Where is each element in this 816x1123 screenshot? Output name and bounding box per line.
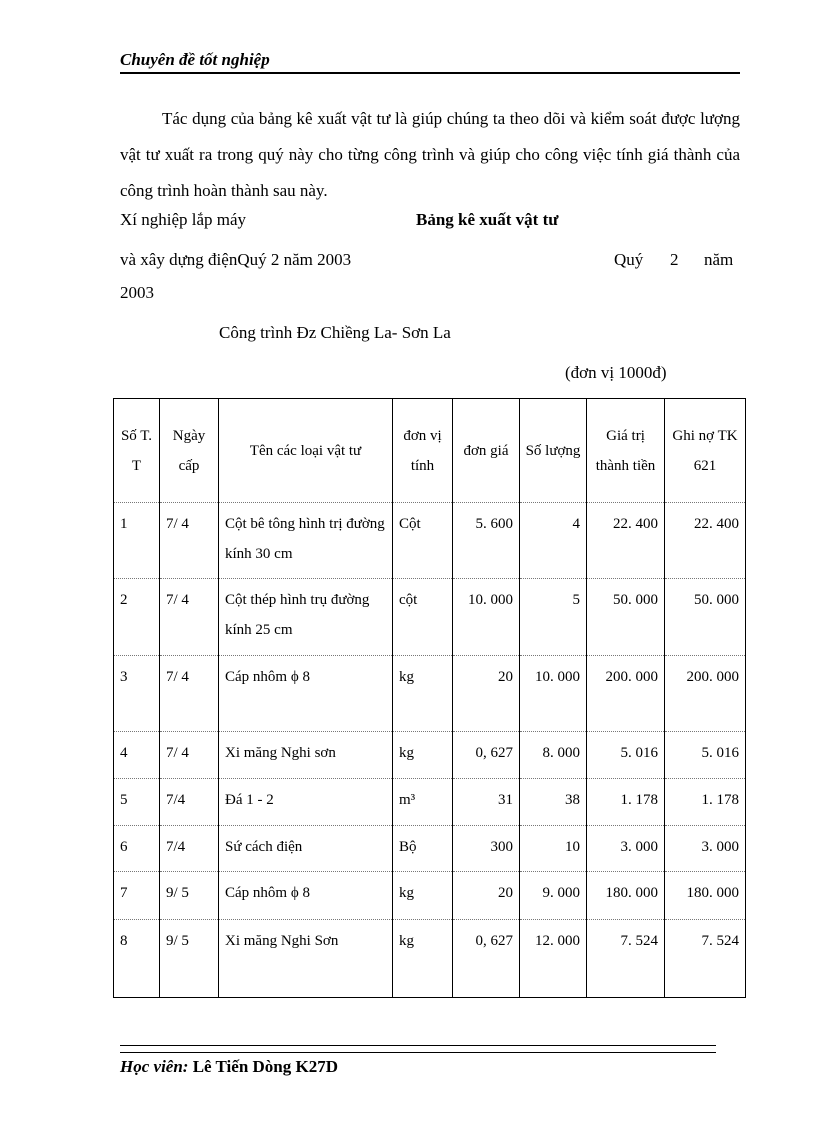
table-row xyxy=(114,656,746,732)
year-text: 2003 xyxy=(120,283,154,302)
header-cell: Số T. T xyxy=(114,399,160,503)
org-name-line2: và xây dựng điệnQuý 2 năm 2003 xyxy=(120,250,352,269)
cell-quantity: 10 xyxy=(520,826,587,872)
cell-quantity: 4 xyxy=(520,503,587,579)
cell-debit: 50. 000 xyxy=(665,579,746,656)
cell-debit: 5. 016 xyxy=(665,732,746,779)
cell-unit: kg xyxy=(393,920,453,998)
project-name: Công trình Đz Chiềng La- Sơn La xyxy=(219,323,451,342)
cell-value: 5. 016 xyxy=(587,732,665,779)
cell-unit: Bộ xyxy=(393,826,453,872)
cell-material: Cột thép hình trụ đường kính 25 cm xyxy=(219,579,393,656)
cell-unit: cột xyxy=(393,579,453,656)
cell-value: 180. 000 xyxy=(587,872,665,920)
cell-price: 0, 627 xyxy=(453,732,520,779)
cell-value: 3. 000 xyxy=(587,826,665,872)
cell-debit: 200. 000 xyxy=(665,656,746,732)
cell-price: 31 xyxy=(453,779,520,826)
footer-rule xyxy=(120,1045,716,1053)
table-header-row xyxy=(114,399,746,503)
intro-paragraph: Tác dụng của bảng kê xuất vật tư là giúp chúng ta theo dõi và kiểm soát được lượng vật tư xuất ra trong quý này cho từng công trình và giúp cho công việc tính giá thành của công trình hoàn thành sau này. xyxy=(120,109,740,200)
cell-quantity: 12. 000 xyxy=(520,920,587,998)
cell-debit: 22. 400 xyxy=(665,503,746,579)
header-title: Chuyên đề tốt nghiệp xyxy=(120,50,270,69)
quarter-year-word: năm xyxy=(704,250,734,269)
cell-stt: 8 xyxy=(114,920,160,998)
cell-unit: kg xyxy=(393,656,453,732)
cell-quantity: 9. 000 xyxy=(520,872,587,920)
cell-debit: 180. 000 xyxy=(665,872,746,920)
cell-price: 20 xyxy=(453,656,520,732)
cell-stt: 1 xyxy=(114,503,160,579)
cell-value: 1. 178 xyxy=(587,779,665,826)
cell-material: Sứ cách điện xyxy=(219,826,393,872)
cell-stt: 3 xyxy=(114,656,160,732)
cell-date: 9/ 5 xyxy=(160,920,219,998)
table-row xyxy=(114,579,746,656)
cell-date: 7/ 4 xyxy=(160,579,219,656)
table-row xyxy=(114,920,746,998)
cell-value: 200. 000 xyxy=(587,656,665,732)
header-cell: Ngày cấp xyxy=(160,399,219,503)
quarter-number: 2 xyxy=(670,250,679,269)
cell-quantity: 38 xyxy=(520,779,587,826)
cell-price: 20 xyxy=(453,872,520,920)
cell-material: Đá 1 - 2 xyxy=(219,779,393,826)
table-row xyxy=(114,872,746,920)
cell-price: 0, 627 xyxy=(453,920,520,998)
header-cell: Số lượng xyxy=(520,399,587,503)
cell-unit: Cột xyxy=(393,503,453,579)
unit-note: (đơn vị 1000đ) xyxy=(565,363,667,382)
table-row xyxy=(114,732,746,779)
cell-quantity: 5 xyxy=(520,579,587,656)
header-cell: Giá trị thành tiền xyxy=(587,399,665,503)
page-footer xyxy=(120,1056,338,1078)
cell-quantity: 10. 000 xyxy=(520,656,587,732)
cell-value: 7. 524 xyxy=(587,920,665,998)
cell-material: Cáp nhôm ϕ 8 xyxy=(219,872,393,920)
cell-value: 50. 000 xyxy=(587,579,665,656)
table-row xyxy=(114,503,746,579)
quarter-label: Quý xyxy=(614,250,644,269)
header-cell: Ghi nợ TK 621 xyxy=(665,399,746,503)
cell-date: 7/ 4 xyxy=(160,732,219,779)
footer-name: Lê Tiến Dòng K27D xyxy=(192,1057,339,1076)
cell-date: 7/ 4 xyxy=(160,656,219,732)
cell-material: Cột bê tông hình trị đường kính 30 cm xyxy=(219,503,393,579)
header-cell: Tên các loại vật tư xyxy=(219,399,393,503)
cell-stt: 6 xyxy=(114,826,160,872)
cell-material: Cáp nhôm ϕ 8 xyxy=(219,656,393,732)
footer-label: Học viên: xyxy=(120,1057,189,1076)
cell-date: 7/ 4 xyxy=(160,503,219,579)
cell-value: 22. 400 xyxy=(587,503,665,579)
cell-material: Xi măng Nghi sơn xyxy=(219,732,393,779)
cell-date: 9/ 5 xyxy=(160,872,219,920)
cell-price: 300 xyxy=(453,826,520,872)
cell-price: 5. 600 xyxy=(453,503,520,579)
cell-stt: 5 xyxy=(114,779,160,826)
cell-stt: 4 xyxy=(114,732,160,779)
org-name-line1: Xí nghiệp lắp máy xyxy=(120,210,247,229)
cell-stt: 2 xyxy=(114,579,160,656)
cell-date: 7/4 xyxy=(160,826,219,872)
cell-quantity: 8. 000 xyxy=(520,732,587,779)
cell-unit: kg xyxy=(393,732,453,779)
cell-unit: kg xyxy=(393,872,453,920)
cell-price: 10. 000 xyxy=(453,579,520,656)
cell-debit: 7. 524 xyxy=(665,920,746,998)
doc-title: Bảng kê xuất vật tư xyxy=(416,210,559,229)
cell-debit: 3. 000 xyxy=(665,826,746,872)
header-cell: đơn vị tính xyxy=(393,399,453,503)
cell-date: 7/4 xyxy=(160,779,219,826)
cell-stt: 7 xyxy=(114,872,160,920)
cell-material: Xi măng Nghi Sơn xyxy=(219,920,393,998)
table-row xyxy=(114,826,746,872)
table-row xyxy=(114,779,746,826)
materials-table xyxy=(113,398,746,998)
cell-unit: m³ xyxy=(393,779,453,826)
header-cell: đơn giá xyxy=(453,399,520,503)
cell-debit: 1. 178 xyxy=(665,779,746,826)
page-header xyxy=(120,48,740,74)
